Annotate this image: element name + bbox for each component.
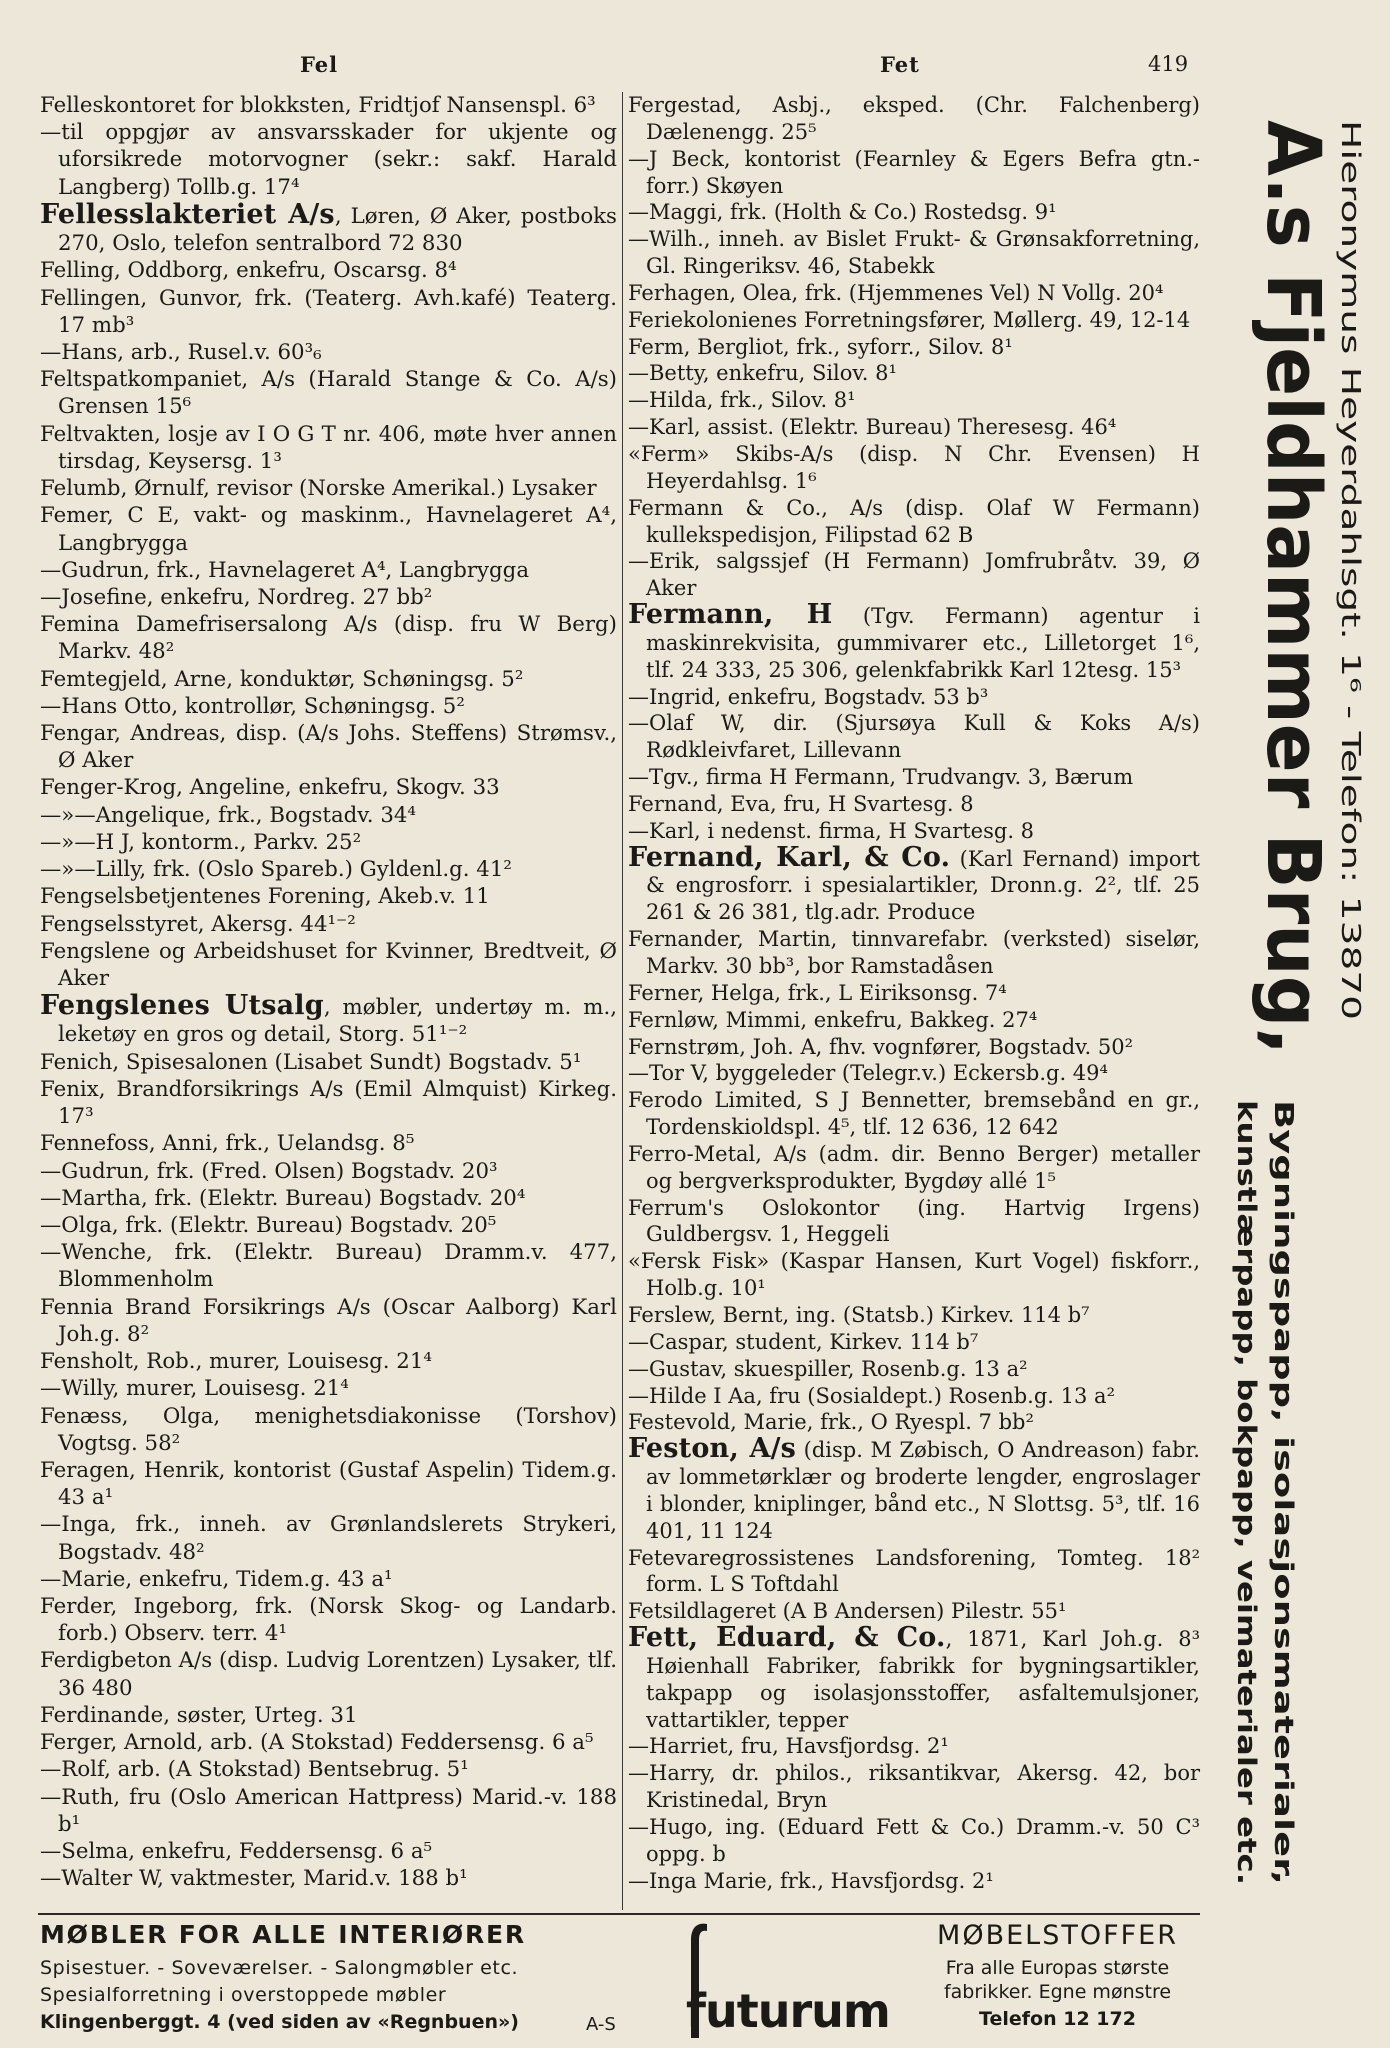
directory-entry: —Wenche, frk. (Elektr. Bureau) Dramm.v. 477, Blommenholm (40, 1240, 617, 1293)
ad-mobler-line-2: Spesialforretning i overstoppede møbler (40, 1984, 447, 2006)
directory-entry: Fenæss, Olga, menighetsdiakonisse (Torshov) Vogtsg. 58² (40, 1403, 617, 1456)
directory-entry: Feston, A/s (disp. M Zøbisch, O Andreason) fabr. av lommetørklær og broderte lengder, engroslager i blonder, kniplinger, bånd etc., N Slottsg. 5³, tlf. 16 401, 11 124 (628, 1433, 1200, 1543)
ad-mobelstoffer-line-1: Fra alle Europas største (945, 1957, 1170, 1979)
directory-entry: «Ferm» Skibs-A/s (disp. N Chr. Evensen) H Heyerdahlsg. 1⁶ (628, 441, 1200, 493)
directory-entry: —Martha, frk. (Elektr. Bureau) Bogstadv. 20⁴ (40, 1185, 526, 1211)
directory-entry: Ferdinande, søster, Urteg. 31 (40, 1702, 358, 1728)
directory-entry: —til oppgjør av ansvarsskader for ukjente og uforsikrede motorvogner (sekr.: sakf. Harald Langberg) Tollb.g. 17⁴ (40, 120, 617, 200)
directory-entry: Fensholt, Rob., murer, Louisesg. 21⁴ (40, 1349, 432, 1375)
directory-entry: —Karl, assist. (Elektr. Bureau) Theresesg. 46⁴ (628, 415, 1117, 440)
directory-entry: Felleskontoret for blokksten, Fridtjof Nansenspl. 6³ (40, 93, 596, 118)
directory-entry: —Karl, i nedenst. firma, H Svartesg. 8 (628, 818, 1035, 843)
right-column (628, 92, 1200, 1895)
directory-entry: Fett, Eduard, & Co., 1871, Karl Joh.g. 8³ Høienhall Fabriker, fabrikk for bygningsartikler, takpapp og isolasjonsstoffer, asfaltemulsjoner, vattartikler, tepper (628, 1622, 1200, 1732)
directory-entry: Feragen, Henrik, kontorist (Gustaf Aspelin) Tidem.g. 43 a¹ (40, 1457, 617, 1511)
left-column (40, 92, 617, 1892)
directory-entry: Fernand, Eva, fru, H Svartesg. 8 (628, 791, 974, 816)
directory-entry: —Olaf W, dir. (Sjursøya Kull & Koks A/s) Rødkleivfaret, Lillevann (628, 711, 1200, 763)
directory-entry: Fenix, Brandforsikrings A/s (Emil Almquist) Kirkeg. 17³ (40, 1076, 617, 1130)
directory-entry: Felling, Oddborg, enkefru, Oscarsg. 8⁴ (40, 258, 457, 284)
directory-entry: —Willy, murer, Louisesg. 21⁴ (40, 1376, 349, 1402)
directory-entry: Felumb, Ørnulf, revisor (Norske Amerikal.) Lysaker (40, 476, 597, 502)
directory-entry: —Erik, salgssjef (H Fermann) Jomfrubråtv. 39, Ø Aker (628, 549, 1200, 601)
ad-mobelstoffer (915, 1920, 1200, 2031)
directory-entry: —Harriet, fru, Havsfjordsg. 2¹ (628, 1734, 949, 1759)
directory-entry: —Tor V, byggeleder (Telegr.v.) Eckersb.g. 49⁴ (628, 1061, 1108, 1086)
directory-entry: —Inga Marie, frk., Havsfjordsg. 2¹ (628, 1868, 994, 1893)
directory-entry: —Josefine, enkefru, Nordreg. 27 bb² (40, 584, 433, 610)
directory-entry: —Harry, dr. philos., riksantikvar, Akersg. 42, bor Kristinedal, Bryn (628, 1761, 1200, 1813)
directory-entry: Fetevaregrossistenes Landsforening, Tomteg. 18² form. L S Toftdahl (628, 1545, 1200, 1597)
directory-entry: —Hilda, frk., Silov. 8¹ (628, 388, 856, 413)
directory-entry: —Hans Otto, kontrollør, Schøningsg. 5² (40, 693, 465, 719)
ad-mobelstoffer-phone: Telefon 12 172 (979, 2008, 1136, 2030)
directory-entry: Ferger, Arnold, arb. (A Stokstad) Feddersensg. 6 a⁵ (40, 1730, 594, 1756)
directory-entry: Fennia Brand Forsikrings A/s (Oscar Aalborg) Karl Joh.g. 8² (40, 1294, 617, 1347)
directory-entry: Festevold, Marie, frk., O Ryespl. 7 bb² (628, 1410, 1034, 1435)
directory-entry: Fernløw, Mimmi, enkefru, Bakkeg. 27⁴ (628, 1007, 1038, 1032)
directory-entry: —Ingrid, enkefru, Bogstadv. 53 b³ (628, 684, 989, 709)
directory-entry: —J Beck, kontorist (Fearnley & Egers Befra gtn.-forr.) Skøyen (628, 146, 1200, 198)
futurum-brand: futurum (686, 1984, 890, 2038)
directory-entry: Fetsildlageret (A B Andersen) Pilestr. 55¹ (628, 1599, 1067, 1624)
directory-entry: Fernander, Martin, tinnvarefabr. (verksted) siselør, Markv. 30 bb³, bor Ramstadåsen (628, 927, 1200, 978)
directory-entry: —Maggi, frk. (Holth & Co.) Rostedsg. 9¹ (628, 200, 1057, 225)
ad-mobler-line-3: Klingenberggt. 4 (ved siden av «Regnbuen») (40, 2011, 519, 2033)
directory-entry: —Olga, frk. (Elektr. Bureau) Bogstadv. 20⁵ (40, 1212, 497, 1238)
directory-entry: —»—H J, kontorm., Parkv. 25² (40, 829, 362, 855)
directory-entry: Fernand, Karl, & Co. (Karl Fernand) import & engrosforr. i spesialartikler, Dronn.g. 2², tlf. 25 261 & 26 381, tlg.adr. Produce (628, 841, 1200, 925)
directory-entry: —Wilh., inneh. av Bislet Frukt- & Grønsakforretning, Gl. Ringeriksv. 46, Stabekk (628, 227, 1200, 279)
directory-entry: Fengslene og Arbeidshuset for Kvinner, Bredtveit, Ø Aker (40, 938, 617, 991)
ad-mobler-line-1: Spisestuer. - Soveværelser. - Salongmøbler etc. (40, 1957, 519, 1979)
directory-entry: Ferner, Helga, frk., L Eiriksonsg. 7⁴ (628, 980, 1007, 1005)
directory-entry: Feltvakten, losje av I O G T nr. 406, møte hver annen tirsdag, Keysersg. 1³ (40, 421, 617, 474)
side-advertisement-fjeldhammer (1210, 120, 1365, 1077)
directory-entry: Fenger-Krog, Angeline, enkefru, Skogv. 33 (40, 775, 500, 801)
header-left-word: Fel (300, 52, 339, 77)
directory-entry: —»—Lilly, frk. (Oslo Spareb.) Gyldenl.g. 41² (40, 857, 512, 883)
directory-entry: Ferm, Bergliot, frk., syforr., Silov. 8¹ (628, 334, 1013, 359)
directory-entry: Ferslew, Bernt, ing. (Statsb.) Kirkev. 114 b⁷ (628, 1302, 1090, 1327)
directory-entry: Feltspatkompaniet, A/s (Harald Stange & Co. A/s) Grensen 15⁶ (40, 367, 617, 420)
directory-entry: —Inga, frk., inneh. av Grønlandslerets Strykeri, Bogstadv. 48² (40, 1512, 617, 1565)
directory-entry: Ferhagen, Olea, frk. (Hjemmenes Vel) N Vollg. 20⁴ (628, 280, 1164, 305)
directory-entry: Fenich, Spisesalonen (Lisabet Sundt) Bogstadv. 5¹ (40, 1049, 582, 1075)
directory-entry: Fergestad, Asbj., eksped. (Chr. Falchenberg) Dælenengg. 25⁵ (628, 93, 1200, 144)
directory-entry: Fengar, Andreas, disp. (A/s Johs. Steffens) Strømsv., Ø Aker (40, 721, 617, 774)
footer-rule (38, 1913, 1200, 1915)
ad-products-line-2: kunstlærpapp, bokpapp, veimaterialer etc. (1231, 1100, 1261, 1731)
directory-entry: —Rolf, arb. (A Stokstad) Bentsebrug. 5¹ (40, 1757, 469, 1783)
directory-entry: Fengselsstyret, Akersg. 44¹⁻² (40, 911, 356, 937)
directory-entry: Fengselsbetjentenes Forening, Akeb.v. 11 (40, 884, 490, 910)
directory-entry: Femtegjeld, Arne, konduktør, Schøningsg. 5² (40, 666, 524, 692)
ad-mobler (40, 1920, 580, 2036)
directory-entry: —Selma, enkefru, Feddersensg. 6 a⁵ (40, 1839, 433, 1864)
side-advertisement-products (1215, 1100, 1365, 1890)
directory-entry: —Hilde I Aa, fru (Sosialdept.) Rosenb.g. 13 a² (628, 1383, 1115, 1408)
directory-entry: —Walter W, vaktmester, Marid.v. 188 b¹ (40, 1866, 468, 1892)
ad-mobler-title: MØBLER FOR ALLE INTERIØRER (40, 1920, 526, 1949)
header-right-word: Fet (880, 52, 920, 77)
directory-entry: —Betty, enkefru, Silov. 8¹ (628, 361, 897, 386)
directory-entry: Fennefoss, Anni, frk., Uelandsg. 8⁵ (40, 1131, 415, 1157)
directory-entry: Femina Damefrisersalong A/s (disp. fru W Berg) Markv. 48² (40, 612, 617, 665)
ad-mobelstoffer-line-2: fabrikker. Egne mønstre (943, 1981, 1172, 2003)
column-divider (622, 92, 623, 1910)
directory-entry: —Tgv., firma H Fermann, Trudvangv. 3, Bærum (628, 765, 1134, 790)
directory-entry: Fermann & Co., A/s (disp. Olaf W Fermann) kullekspedisjon, Filipstad 62 B (628, 495, 1200, 547)
directory-entry: Fengslenes Utsalg, møbler, undertøy m. m., leketøy en gros og detail, Storg. 51¹⁻² (40, 990, 617, 1048)
directory-entry: Ferro-Metal, A/s (adm. dir. Benno Berger) metaller og bergverksprodukter, Bygdøy allé 1⁵ (628, 1141, 1200, 1193)
ad-products-line-1: Bygningspapp, isolasjonsmaterialer, (1268, 1100, 1298, 1633)
ad-mobelstoffer-title: MØBELSTOFFER (937, 1920, 1178, 1951)
ad-company-address: Hieronymus Heyerdahlsgt. 1⁶ - Telefon: 13870 (1335, 120, 1365, 720)
directory-entry: Femer, C E, vakt- og maskinm., Havnelageret A⁴, Langbrygga (40, 503, 617, 556)
directory-entry: —Marie, enkefru, Tidem.g. 43 a¹ (40, 1566, 393, 1592)
page-number: 419 (1148, 52, 1189, 76)
directory-entry: —Ruth, fru (Oslo American Hattpress) Marid.-v. 188 b¹ (40, 1784, 617, 1837)
directory-entry: Ferdigbeton A/s (disp. Ludvig Lorentzen) Lysaker, tlf. 36 480 (40, 1648, 617, 1701)
directory-entry: Ferodo Limited, S J Bennetter, bremsebånd en gr., Tordenskioldspl. 4⁵, tlf. 12 636, 12 642 (628, 1088, 1200, 1140)
directory-entry: «Fersk Fisk» (Kaspar Hansen, Kurt Vogel) fiskforr., Holb.g. 10¹ (628, 1249, 1200, 1301)
directory-entry: —Caspar, student, Kirkev. 114 b⁷ (628, 1329, 979, 1354)
directory-entry: —Hans, arb., Rusel.v. 60³₆ (40, 339, 322, 365)
directory-entry: —Gudrun, frk. (Fred. Olsen) Bogstadv. 20³ (40, 1158, 498, 1184)
directory-entry: —Hugo, ing. (Eduard Fett & Co.) Dramm.-v. 50 C³ oppg. b (628, 1815, 1200, 1866)
directory-entry: Ferrum's Oslokontor (ing. Hartvig Irgens) Guldbergsv. 1, Heggeli (628, 1195, 1200, 1247)
ad-futurum (586, 1920, 890, 2042)
ad-company-name: A.s Fjeldhammer Brug, (1250, 120, 1336, 1077)
directory-entry: —»—Angelique, frk., Bogstadv. 34⁴ (40, 802, 416, 828)
directory-entry: —Gudrun, frk., Havnelageret A⁴, Langbrygga (40, 557, 530, 583)
futurum-prefix: A-S (586, 2014, 616, 2035)
directory-entry: Fellingen, Gunvor, frk. (Teaterg. Avh.kafé) Teaterg. 17 mb³ (40, 285, 617, 338)
directory-entry: Fernstrøm, Joh. A, fhv. vognfører, Bogstadv. 50² (628, 1034, 1134, 1059)
directory-entry: Feriekolonienes Forretningsfører, Møllerg. 49, 12-14 (628, 307, 1191, 332)
directory-entry: Fermann, H (Tgv. Fermann) agentur i maskinrekvisita, gummivarer etc., Lilletorget 1⁶, tlf. 24 333, 25 306, gelenkfabrikk Karl 12tesg. 15³ (628, 599, 1200, 682)
directory-entry: —Gustav, skuespiller, Rosenb.g. 13 a² (628, 1356, 1028, 1381)
directory-entry: Fellesslakteriet A/s, Løren, Ø Aker, postboks 270, Oslo, telefon sentralbord 72 830 (40, 198, 617, 257)
directory-entry: Ferder, Ingeborg, frk. (Norsk Skog- og Landarb. forb.) Observ. terr. 4¹ (40, 1594, 617, 1647)
